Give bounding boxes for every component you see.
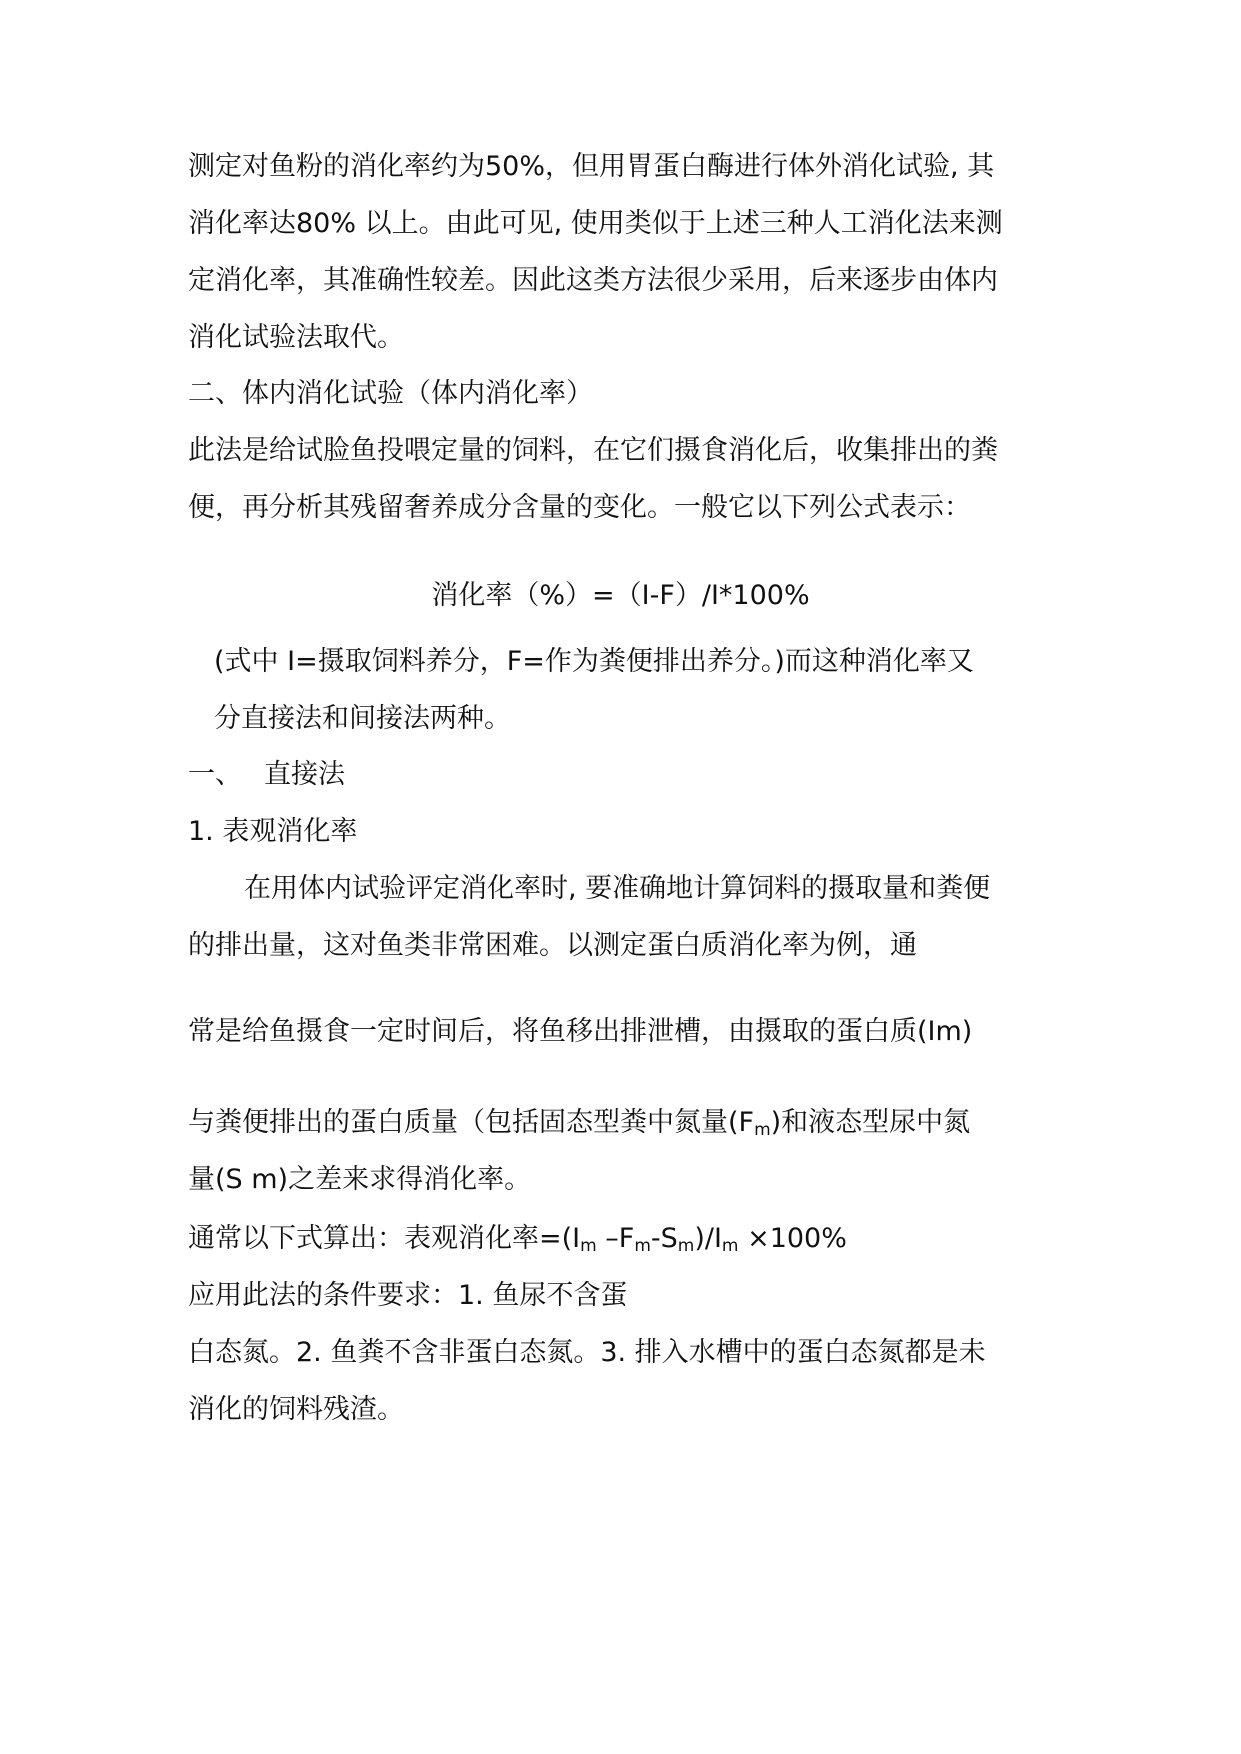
heading-number: 一、 bbox=[188, 759, 242, 790]
paragraph-line: 与粪便排出的蛋白质量（包括固态型粪中氮量$(F_m)$和液态型尿中氮 bbox=[188, 1107, 971, 1140]
paragraph-line: 常是给鱼摄食一定时间后，将鱼移出排泄槽，由摄取的蛋白质(Im) bbox=[188, 1016, 973, 1047]
section-heading: 二、体内消化试验（体内消化率） bbox=[188, 378, 593, 409]
heading-text: 直接法 bbox=[264, 759, 345, 790]
paragraph-line: (式中 I=摄取饲料养分，F=作为粪便排出养分。)而这种消化率又 bbox=[214, 646, 974, 677]
paragraph-line: 便，再分析其残留奢养成分含量的变化。一般它以下列公式表示： bbox=[188, 492, 971, 523]
paragraph-line: 的排出量，这对鱼类非常困难。以测定蛋白质消化率为例，通 bbox=[188, 930, 917, 961]
formula-line: 通常以下式算出：表观消化率$=(I_m$ $-F_m-S_m)/I_m \times 100\%$ bbox=[188, 1223, 847, 1256]
paragraph-line: 消化试验法取代。 bbox=[188, 322, 404, 353]
formula-line: 消化率（%）=（I-F）/I*100% bbox=[431, 580, 810, 611]
paragraph-line: 测定对鱼粉的消化率约为50%，但用胃蛋白酶进行体外消化试验, 其 bbox=[188, 151, 995, 182]
paragraph-line: 消化率达80% 以上。由此可见, 使用类似于上述三种人工消化法来测 bbox=[188, 208, 1003, 239]
subsection-heading: 1. 表观消化率 bbox=[188, 816, 358, 847]
paragraph-line: 分直接法和间接法两种。 bbox=[214, 703, 511, 734]
paragraph-line: 消化的饲料残渣。 bbox=[188, 1394, 404, 1425]
paragraph-line: 此法是给试脸鱼投喂定量的饲料，在它们摄食消化后，收集排出的粪 bbox=[188, 435, 998, 466]
paragraph-line: 在用体内试验评定消化率时, 要准确地计算饲料的摄取量和粪便 bbox=[244, 873, 991, 904]
paragraph-line: 白态氮。2. 鱼粪不含非蛋白态氮。3. 排入水槽中的蛋白态氮都是未 bbox=[188, 1337, 986, 1368]
paragraph-line: 定消化率，其准确性较差。因此这类方法很少采用，后来逐步由体内 bbox=[188, 265, 998, 296]
paragraph-line: 应用此法的条件要求：1. 鱼尿不含蛋 bbox=[188, 1280, 628, 1311]
section-heading bbox=[188, 755, 345, 795]
paragraph-line: 量(S m)之差来求得消化率。 bbox=[188, 1164, 532, 1195]
